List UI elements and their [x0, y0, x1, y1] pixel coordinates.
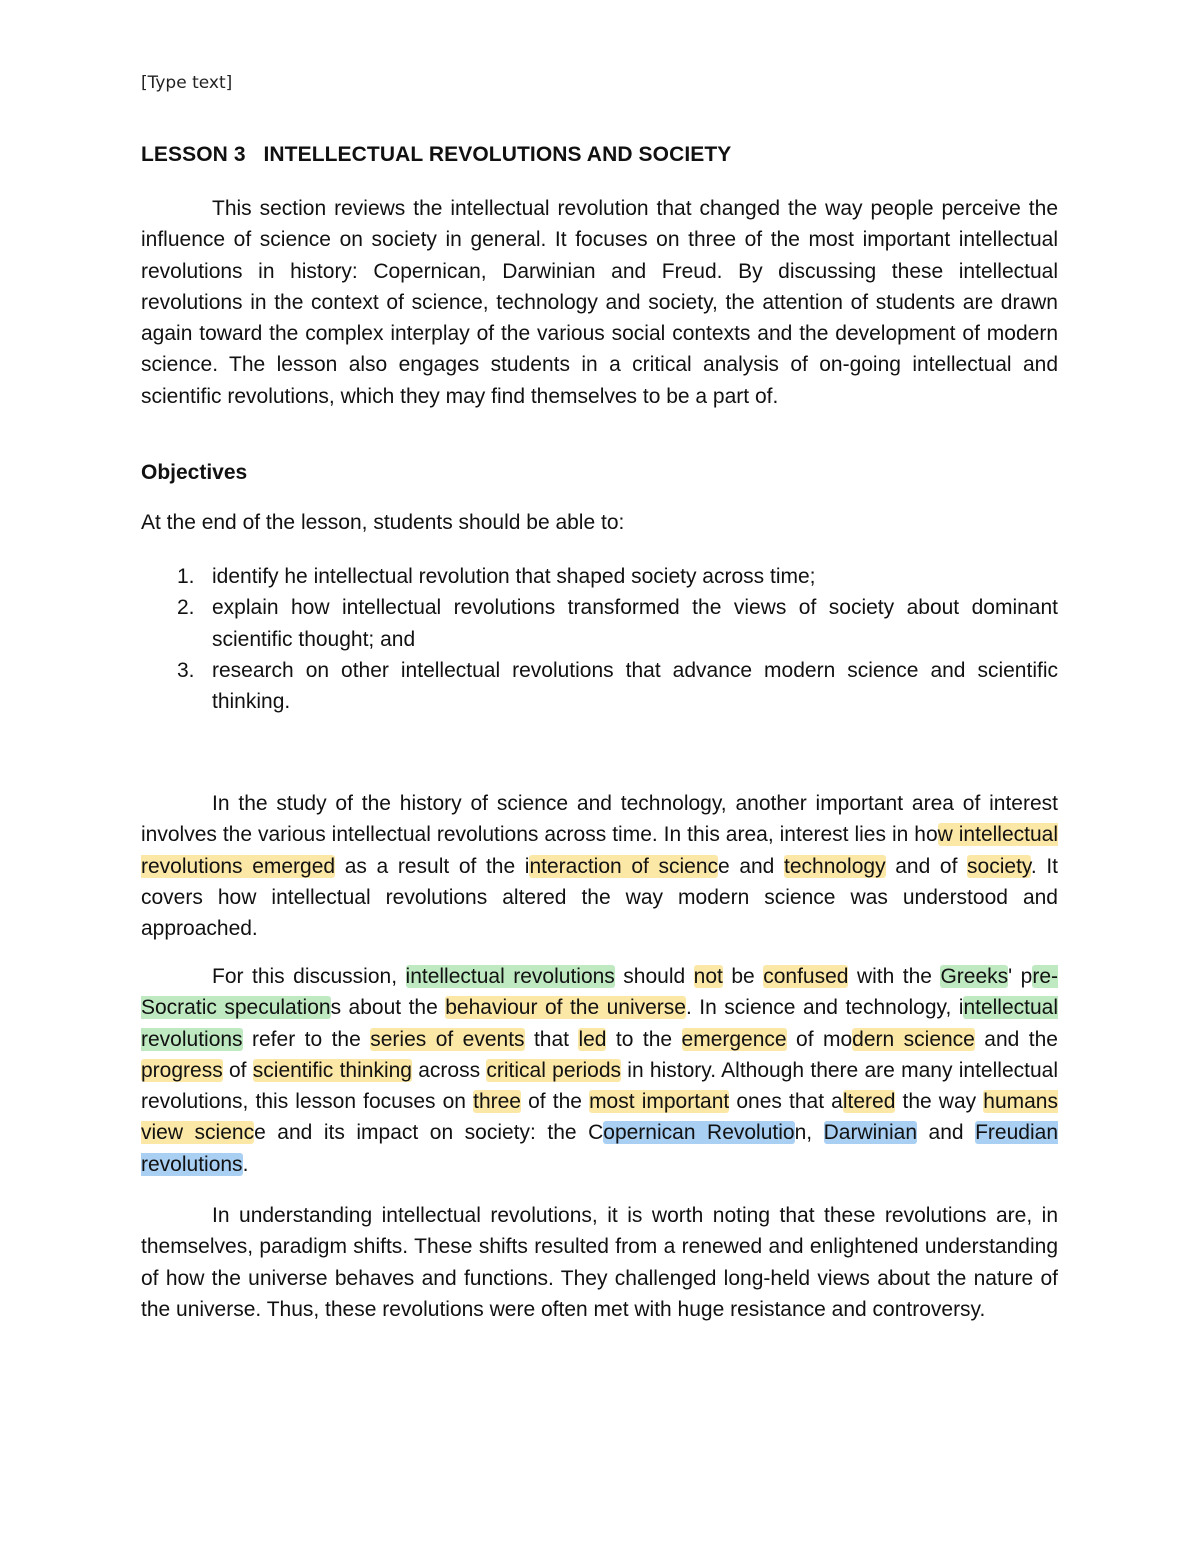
yellow-highlight: behaviour of the universe: [445, 996, 686, 1020]
text-run: and the: [974, 1027, 1058, 1051]
text-run: with the: [848, 965, 941, 988]
objective-number: 1.: [177, 565, 195, 588]
text-run: and: [917, 1121, 976, 1145]
text-run: s about the: [330, 996, 446, 1020]
objectives-lead: At the end of the lesson, students should be able to:: [141, 511, 625, 534]
text-run: . It covers how intellectual revolutions altered the way modern science was understood and approached.: [141, 854, 1058, 941]
green-highlight: Greeks: [940, 965, 1009, 988]
objectives-list: [141, 561, 1058, 717]
objective-number: 3.: [177, 658, 195, 682]
objective-text: identify he intellectual revolution that shaped society across time;: [212, 565, 816, 588]
blue-highlight: Darwinian: [823, 1121, 917, 1145]
text-run: be: [722, 965, 764, 988]
text-run: in history. Although there are many intellectual revolutions, this lesson focuses on: [141, 1058, 1058, 1114]
paradigm-paragraph: In understanding intellectual revolutions, it is worth noting that these revolutions are, in themselves, paradigm shifts. These shifts resulted from a renewed and enlightened understanding of how the universe behaves and functions. They challenged long-held views about the nature of the universe. Thus, these revolutions were often met with huge resistance and controversy.: [141, 1204, 1058, 1321]
objective-item: [141, 561, 1058, 592]
objective-text: explain how intellectual revolutions transformed the views of society about dominant scientific thought; and: [212, 596, 1058, 651]
text-run: as a result of the i: [335, 854, 530, 878]
yellow-highlight: society: [967, 854, 1031, 878]
green-highlight: re-Socratic speculation: [141, 965, 1058, 1020]
yellow-highlight: emergence: [681, 1027, 787, 1051]
discussion-paragraph: [141, 961, 1058, 1180]
text-run: n,: [794, 1121, 824, 1145]
text-run: e and: [718, 854, 784, 878]
blue-highlight: Freudian revolutions: [141, 1121, 1058, 1176]
objective-text: research on other intellectual revolutions that advance modern science and scientific thinking.: [212, 658, 1058, 714]
objectives-heading: Objectives: [141, 461, 248, 484]
text-run: In the study of the history of science and technology, another important area of interest involves the various intellectual revolutions across time. In this area, interest lies in ho: [141, 792, 1058, 847]
text-run: and of: [885, 854, 968, 878]
yellow-highlight: critical periods: [486, 1058, 622, 1082]
text-run: For this discussion,: [212, 965, 406, 988]
yellow-highlight: scientific thinking: [252, 1058, 412, 1082]
lesson-title: LESSON 3 INTELLECTUAL REVOLUTIONS AND SOCIETY: [141, 143, 732, 166]
text-run: across: [411, 1058, 487, 1082]
text-run: of mo: [786, 1027, 853, 1051]
yellow-highlight: technology: [784, 854, 886, 878]
text-run: of the: [520, 1090, 590, 1114]
blue-highlight: opernican Revolutio: [603, 1121, 795, 1145]
intro-paragraph: This section reviews the intellectual revolution that changed the way people perceive the influence of science on society in general. It focuses on three of the most important intellectual revolutions in history: Copernican, Darwinian and Freud. By discussing these intellectual revolutions in the context of science, technology and society, the attention of students are drawn again toward the complex interplay of the various social contexts and the development of modern science. The lesson also engages students in a critical analysis of on-going intellectual and scientific revolutions, which they may find themselves to be a part of.: [141, 197, 1058, 408]
yellow-highlight: led: [578, 1027, 607, 1051]
yellow-highlight: confused: [763, 965, 849, 988]
green-highlight: ntellectual revolutions: [141, 996, 1059, 1051]
page-header: [Type text]: [141, 73, 233, 93]
objective-item: [141, 592, 1058, 655]
text-run: to the: [606, 1027, 682, 1051]
yellow-highlight: most important: [589, 1090, 730, 1114]
green-highlight: intellectual revolutions: [405, 965, 615, 988]
yellow-highlight: nteraction of scienc: [529, 854, 718, 878]
yellow-highlight: dern science: [852, 1027, 975, 1051]
objective-item: [141, 655, 1058, 718]
text-run: ' p: [1008, 965, 1033, 988]
yellow-highlight: humans view scienc: [141, 1090, 1058, 1145]
text-run: . In science and technology, i: [685, 996, 964, 1020]
yellow-highlight: progress: [141, 1058, 223, 1082]
yellow-highlight: w intellectual revolutions emerged: [141, 823, 1058, 878]
objective-number: 2.: [177, 596, 195, 620]
text-run: refer to the: [242, 1027, 371, 1051]
text-run: .: [242, 1152, 249, 1176]
yellow-highlight: ltered: [842, 1090, 896, 1114]
history-paragraph: [141, 788, 1058, 944]
text-run: e and its impact on society: the C: [254, 1121, 604, 1145]
text-run: ones that a: [729, 1090, 843, 1114]
yellow-highlight: series of events: [370, 1027, 525, 1051]
yellow-highlight: three: [473, 1090, 521, 1114]
text-run: of: [222, 1058, 253, 1082]
text-run: the way: [895, 1090, 984, 1114]
text-run: that: [524, 1027, 579, 1051]
yellow-highlight: not: [693, 965, 723, 988]
text-run: should: [614, 965, 694, 988]
